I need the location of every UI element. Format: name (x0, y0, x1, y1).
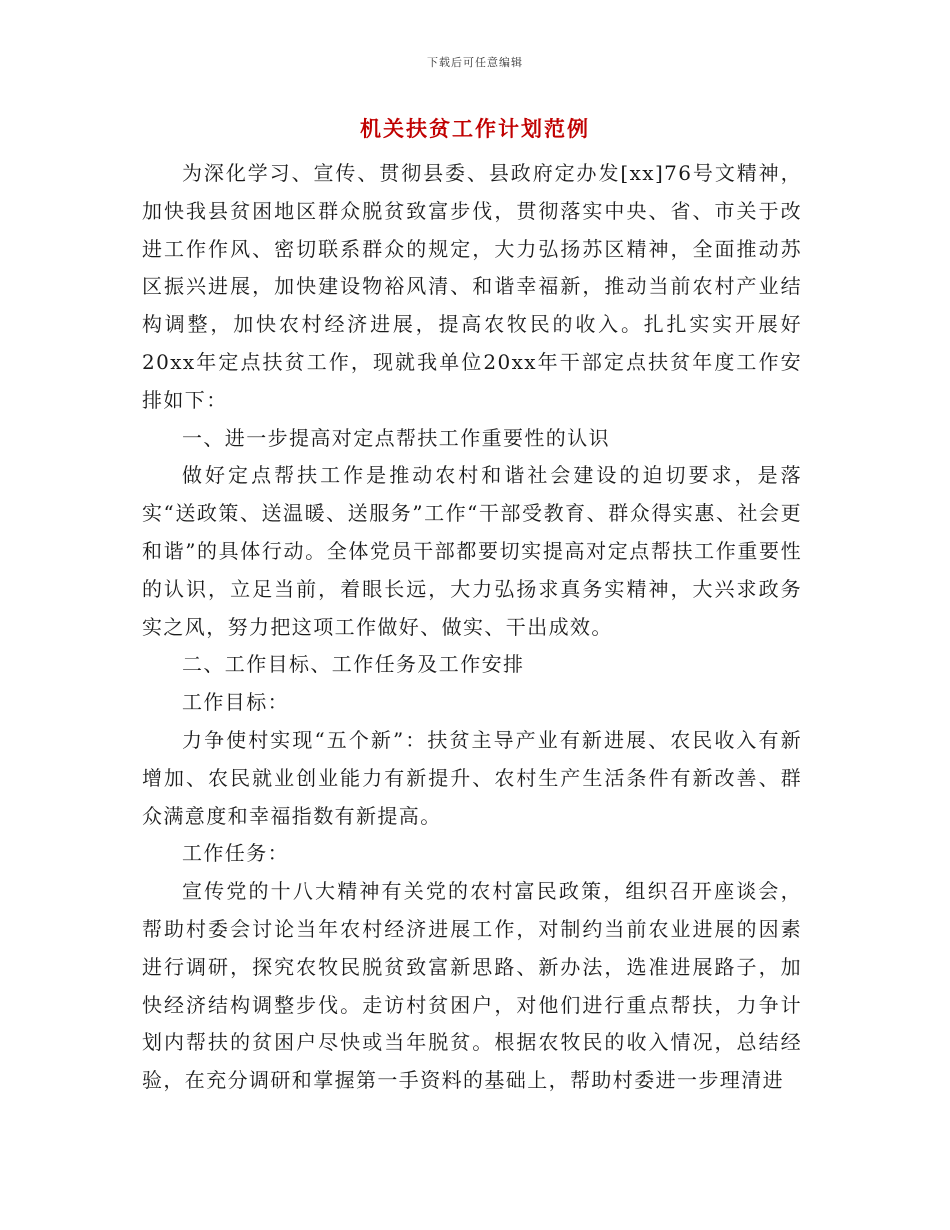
paragraph-work-tasks: 宣传党的十八大精神有关党的农村富民政策，组织召开座谈会，帮助村委会讨论当年农村经济进展工作，对制约当前农业进展的因素进行调研，探究农牧民脱贫致富新思路、新办法，选准进展路子，加快经济结构调整步伐。走访村贫困户，对他们进行重点帮扶，力争计划内帮扶的贫困户尽快或当年脱贫。根据农牧民的收入情况，总结经验，在充分调研和掌握第一手资料的基础上，帮助村委进一步理清进 (142, 879, 802, 1093)
paragraph-intro: 为深化学习、宣传、贯彻县委、县政府定办发[xx]76号文精神，加快我县贫困地区群众脱贫致富步伐，贯彻落实中央、省、市关于改进工作作风、密切联系群众的规定，大力弘扬苏区精神，全面推动苏区振兴进展，加快建设物裕风清、和谐幸福新，推动当前农村产业结构调整，加快农村经济进展，提高农牧民的收入。扎扎实实开展好20xx年定点扶贫工作，现就我单位20xx年干部定点扶贫年度工作安排如下： (142, 161, 802, 412)
subheading-work-tasks: 工作任务： (182, 841, 289, 866)
subheading-work-goals: 工作目标： (182, 690, 289, 715)
paragraph-work-goals: 力争使村实现“五个新”：扶贫主导产业有新进展、农民收入有新增加、农民就业创业能力有新提升、农村生产生活条件有新改善、群众满意度和幸福指数有新提高。 (142, 727, 802, 828)
document-title: 机关扶贫工作计划范例 (360, 116, 590, 141)
paragraph-section-1: 做好定点帮扶工作是推动农村和谐社会建设的迫切要求，是落实“送政策、送温暖、送服务”工作“干部受教育、群众得实惠、社会更和谐”的具体行动。全体党员干部都要切实提高对定点帮扶工作重要性的认识，立足当前，着眼长远，大力弘扬求真务实精神，大兴求政务实之风，努力把这项工作做好、做实、干出成效。 (142, 463, 802, 639)
document-body (142, 155, 802, 1100)
page-header-note: 下载后可任意编辑 (427, 56, 523, 69)
heading-section-1: 一、进一步提高对定点帮扶工作重要性的认识 (182, 425, 610, 450)
heading-section-2: 二、工作目标、工作任务及工作安排 (182, 652, 525, 677)
